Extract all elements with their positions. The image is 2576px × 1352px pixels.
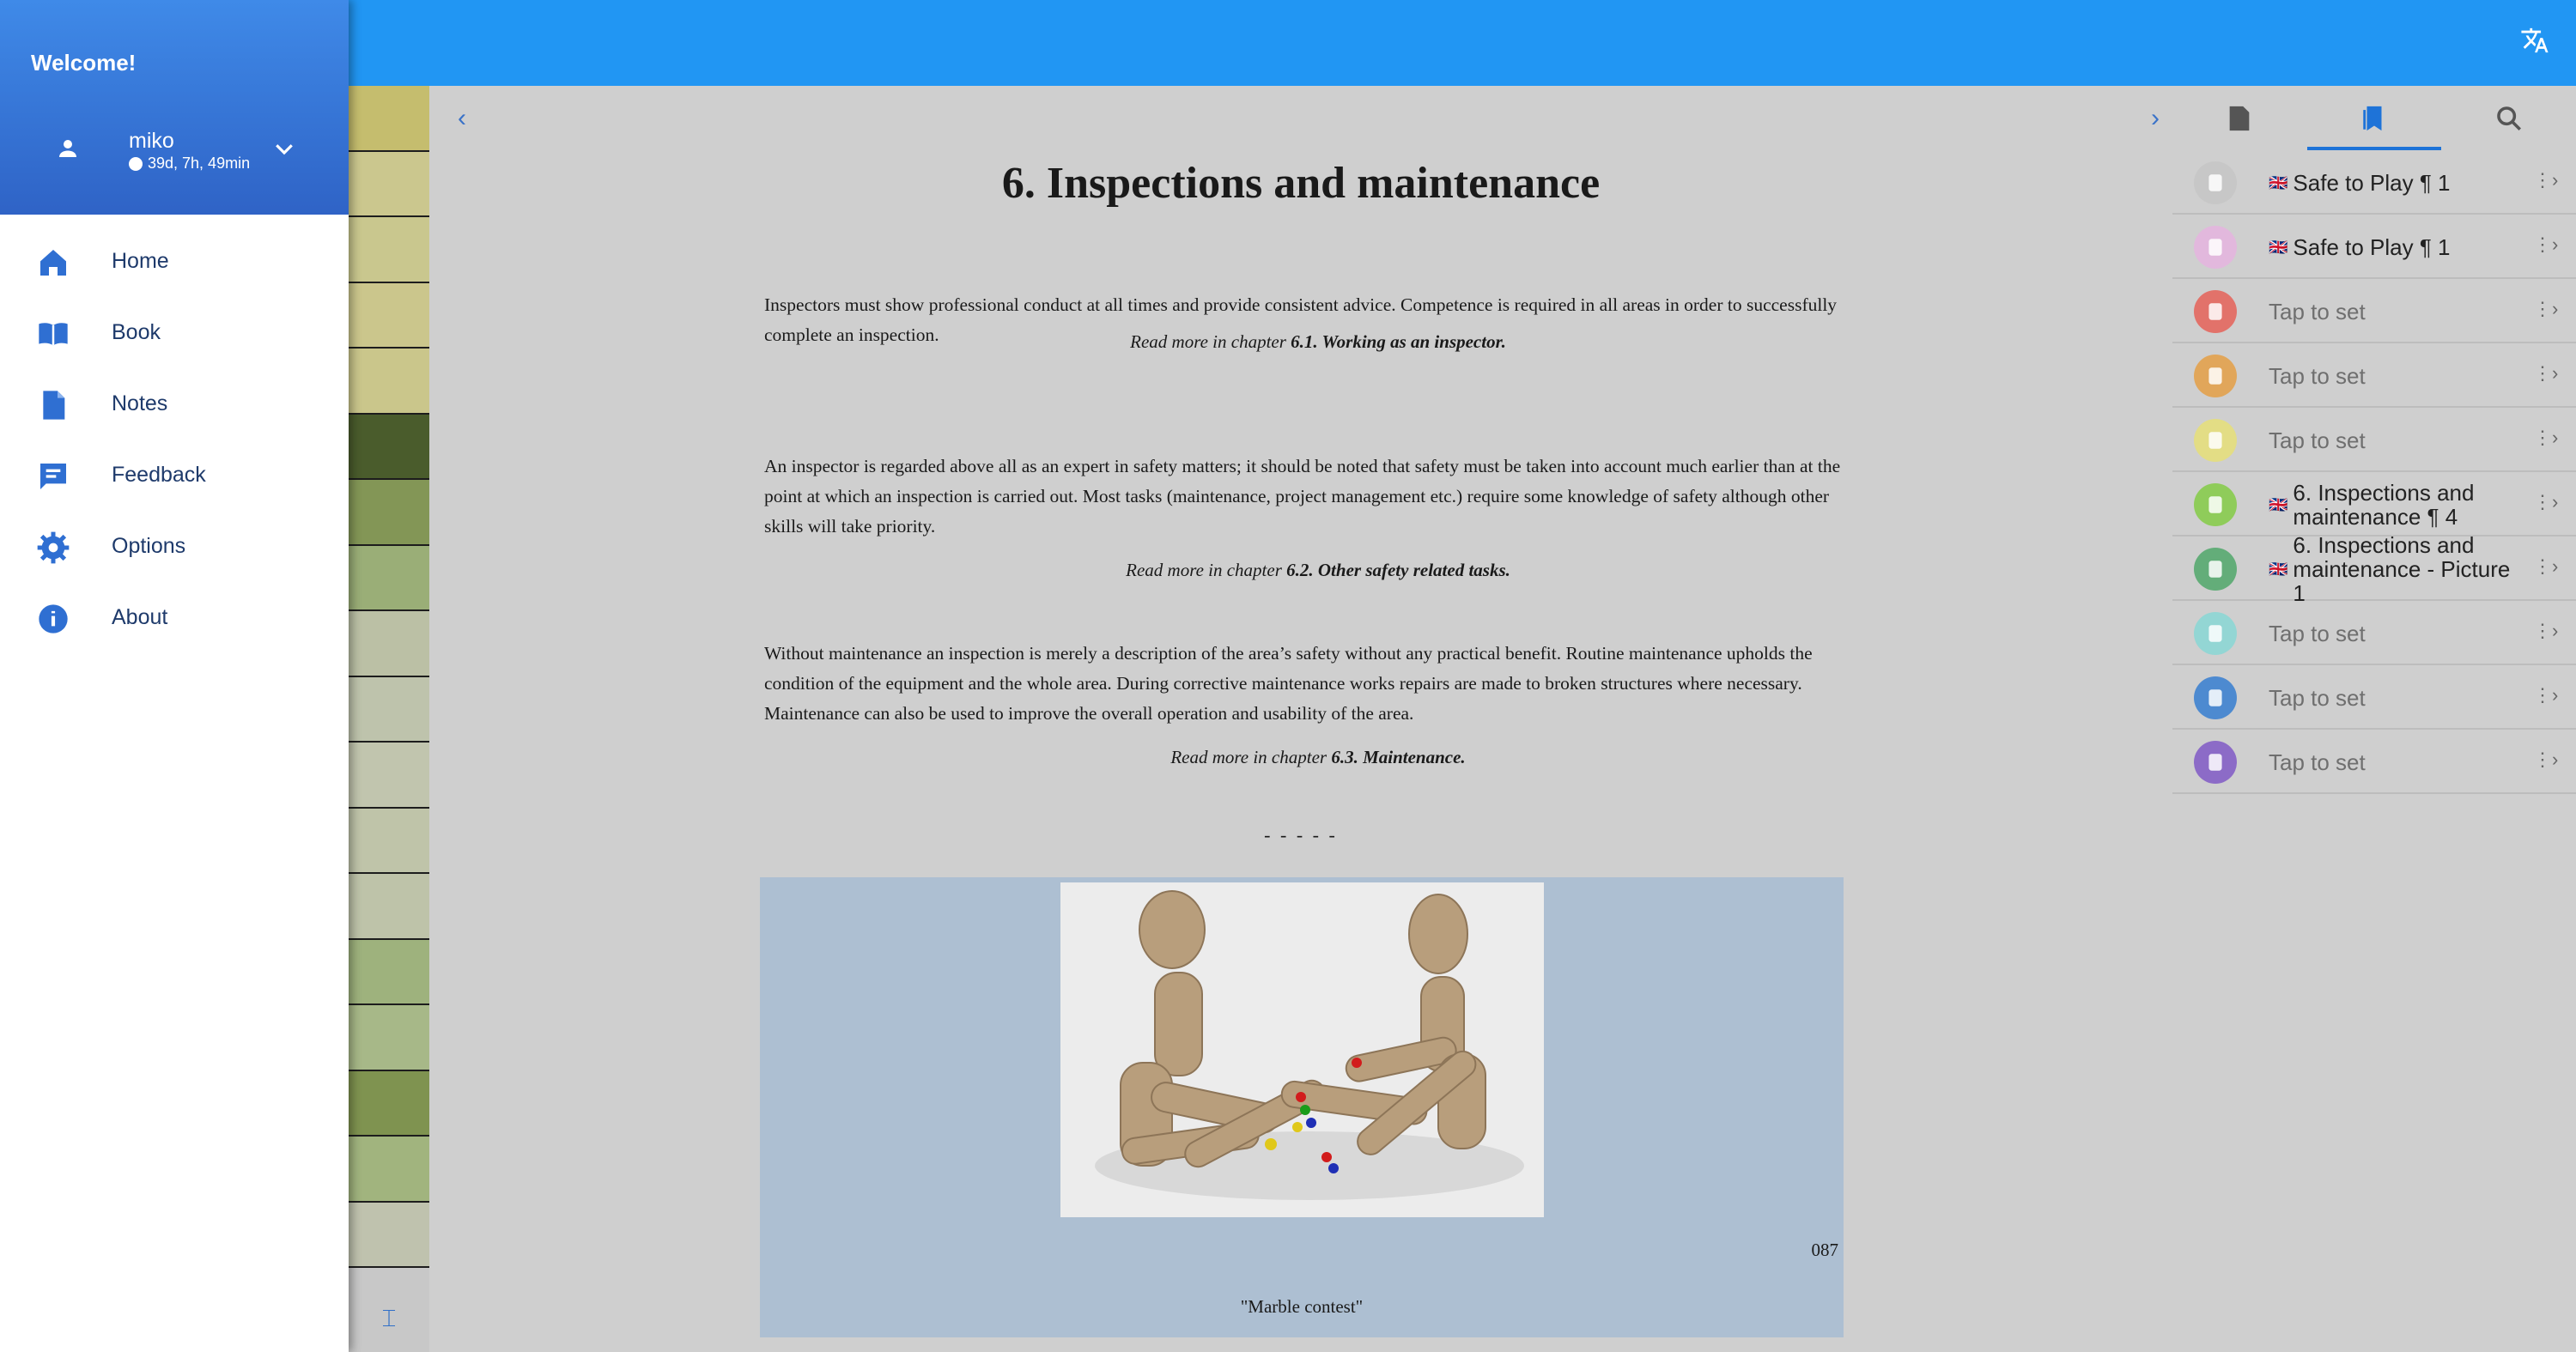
- navigation-drawer: [0, 0, 349, 1352]
- chapter-strip-segment[interactable]: [349, 217, 429, 283]
- figure[interactable]: [760, 877, 1844, 1337]
- tab-bookmarks[interactable]: [2307, 86, 2441, 150]
- bookmark-options-icon[interactable]: ⋮›: [2533, 427, 2559, 448]
- chapter-strip-segment[interactable]: [349, 743, 429, 809]
- chapter-strip-segment[interactable]: [349, 809, 429, 875]
- uk-flag-icon: 🇬🇧: [2269, 173, 2288, 191]
- gear-icon: [36, 530, 70, 565]
- bookmark-options-icon[interactable]: ⋮›: [2533, 749, 2559, 770]
- info-icon: [36, 602, 70, 636]
- bookmark-color-icon: [2194, 483, 2237, 526]
- bookmark-label: 🇬🇧 Safe to Play ¶ 1: [2269, 233, 2451, 260]
- chapter-strip-segment[interactable]: [349, 940, 429, 1006]
- uk-flag-icon: 🇬🇧: [2269, 495, 2288, 513]
- chapter-strip-segment[interactable]: [349, 283, 429, 349]
- menu-item-label: Book: [112, 320, 161, 344]
- menu-item-about[interactable]: [0, 581, 349, 650]
- chapter-strip-segment[interactable]: [349, 152, 429, 218]
- uk-flag-icon: 🇬🇧: [2269, 560, 2288, 578]
- chapter-strip-segment[interactable]: [349, 1005, 429, 1071]
- translate-icon[interactable]: [2518, 26, 2552, 60]
- bookmark-row[interactable]: [2172, 408, 2576, 472]
- bookmark-row[interactable]: [2172, 343, 2576, 408]
- figure-image[interactable]: [1060, 882, 1544, 1217]
- bookmark-color-icon: [2194, 612, 2237, 655]
- bookmark-row[interactable]: [2172, 150, 2576, 215]
- user-name: miko: [129, 129, 174, 153]
- chapter-strip-segment[interactable]: [349, 349, 429, 415]
- tab-documents[interactable]: [2172, 86, 2306, 150]
- uk-flag-icon: 🇬🇧: [2269, 238, 2288, 256]
- welcome-text: Welcome!: [31, 50, 137, 76]
- chapter-strip-segment[interactable]: [349, 415, 429, 481]
- chapter-strip-segment[interactable]: [349, 86, 429, 152]
- paragraph[interactable]: Inspectors must show professional conduct at all times and provide consistent advice. Competence is required in all areas in order to successfully complete an inspection.: [764, 294, 1838, 345]
- chapter-strip-segment[interactable]: [349, 1268, 429, 1286]
- reader-content: [429, 149, 2172, 1352]
- feedback-icon: [36, 459, 70, 494]
- notes-icon: [36, 388, 70, 422]
- chapter-strip-segment[interactable]: [349, 874, 429, 940]
- drawer-header: [0, 0, 349, 215]
- chapter-strip-segment[interactable]: [349, 677, 429, 743]
- bookmark-color-icon: [2194, 226, 2237, 269]
- chapter-strip-segment[interactable]: [349, 546, 429, 612]
- bookmark-options-icon[interactable]: ⋮›: [2533, 620, 2559, 641]
- bookmark-label: 🇬🇧 Safe to Play ¶ 1: [2269, 169, 2451, 196]
- menu-item-label: Options: [112, 534, 186, 558]
- reader-toolbar: [429, 86, 2172, 149]
- read-more-link[interactable]: Read more in chapter 6.1. Working as an inspector.: [1130, 331, 1506, 352]
- bookmark-options-icon[interactable]: ⋮›: [2533, 555, 2559, 577]
- document-icon: [2225, 104, 2254, 133]
- panel-tabs: [2172, 86, 2576, 150]
- next-page-button[interactable]: ›: [2151, 104, 2160, 132]
- bookmark-color-icon: [2194, 355, 2237, 397]
- menu-item-options[interactable]: [0, 510, 349, 579]
- bookmark-icon: [2360, 104, 2389, 133]
- chapter-strip-segment[interactable]: [349, 1137, 429, 1203]
- person-icon: [55, 136, 81, 161]
- menu-item-notes[interactable]: [0, 367, 349, 436]
- bookmark-label: Tap to set: [2269, 620, 2366, 646]
- bookmark-label: 🇬🇧 6. Inspections and maintenance - Picture 1: [2269, 531, 2511, 606]
- expand-strip-icon[interactable]: ⌶: [349, 1286, 429, 1352]
- bookmark-color-icon: [2194, 419, 2237, 462]
- bookmark-label: Tap to set: [2269, 749, 2366, 775]
- menu-item-book[interactable]: [0, 296, 349, 365]
- clock-icon: [129, 157, 143, 171]
- user-session-time: 39d, 7h, 49min: [129, 155, 250, 173]
- bookmark-label: Tap to set: [2269, 684, 2366, 711]
- bookmark-row[interactable]: [2172, 472, 2576, 537]
- figure-number: 087: [1811, 1240, 1838, 1260]
- bookmark-row[interactable]: [2172, 531, 2576, 606]
- menu-item-home[interactable]: [0, 225, 349, 294]
- paragraph[interactable]: An inspector is regarded above all as an expert in safety matters; it should be noted that safety must be taken into account much earlier than at the point at which an inspection is carried out. Most tasks (maintenance, project management etc.) require some knowledge of safety although other skills will take priority.: [764, 456, 1841, 537]
- bookmark-color-icon: [2194, 676, 2237, 719]
- bookmark-row[interactable]: [2172, 730, 2576, 794]
- bookmark-label: Tap to set: [2269, 427, 2366, 453]
- bookmark-row[interactable]: [2172, 665, 2576, 730]
- bookmark-color-icon: [2194, 290, 2237, 333]
- chapter-strip-segment[interactable]: [349, 480, 429, 546]
- bookmark-color-icon: [2194, 741, 2237, 784]
- paragraph[interactable]: Without maintenance an inspection is merely a description of the area’s safety without any practical benefit. Routine maintenance upholds the condition of the equipment and the whole area. During corrective maintenance works repairs are made to broken structures where necessary. Maintenance can also be used to improve the overall operation and usability of the area.: [764, 643, 1813, 724]
- read-more-link[interactable]: Read more in chapter 6.3. Maintenance.: [1170, 747, 1466, 767]
- section-divider: - - - - -: [1264, 824, 1338, 846]
- chapter-strip-segment[interactable]: [349, 1203, 429, 1269]
- search-icon: [2494, 104, 2524, 133]
- figure-caption: "Marble contest": [1240, 1296, 1364, 1317]
- menu-item-label: Feedback: [112, 463, 206, 487]
- tab-search[interactable]: [2442, 86, 2576, 150]
- bookmark-options-icon[interactable]: ⋮›: [2533, 169, 2559, 191]
- app-bar: [0, 0, 2576, 86]
- bookmark-options-icon[interactable]: ⋮›: [2533, 233, 2559, 255]
- bookmark-options-icon[interactable]: ⋮›: [2533, 298, 2559, 319]
- bookmarks-panel: [2172, 86, 2576, 1352]
- bookmark-row[interactable]: [2172, 279, 2576, 343]
- user-account-selector[interactable]: [0, 118, 349, 187]
- menu-item-label: About: [112, 605, 168, 629]
- read-more-link[interactable]: Read more in chapter 6.2. Other safety related tasks.: [1126, 560, 1510, 580]
- menu-item-label: Home: [112, 249, 169, 273]
- menu-item-label: Notes: [112, 391, 168, 415]
- previous-page-button[interactable]: ‹: [458, 104, 466, 132]
- bookmark-row[interactable]: [2172, 215, 2576, 279]
- home-icon: [36, 246, 70, 280]
- chevron-down-icon[interactable]: [271, 136, 297, 161]
- chapter-title: 6. Inspections and maintenance: [1001, 159, 1601, 208]
- bookmark-color-icon: [2194, 161, 2237, 204]
- bookmark-options-icon[interactable]: ⋮›: [2533, 362, 2559, 384]
- bookmark-label: Tap to set: [2269, 362, 2366, 389]
- bookmark-options-icon[interactable]: ⋮›: [2533, 491, 2559, 512]
- bookmark-label: 🇬🇧 6. Inspections and maintenance ¶ 4: [2269, 479, 2475, 530]
- book-icon: [36, 317, 70, 351]
- bookmark-label: Tap to set: [2269, 298, 2366, 324]
- chapter-strip-segment[interactable]: [349, 611, 429, 677]
- chapter-color-strip[interactable]: [349, 86, 429, 1286]
- bookmark-row[interactable]: [2172, 601, 2576, 665]
- menu-item-feedback[interactable]: [0, 439, 349, 507]
- bookmark-options-icon[interactable]: ⋮›: [2533, 684, 2559, 706]
- bookmark-color-icon: [2194, 548, 2237, 591]
- chapter-strip-segment[interactable]: [349, 1071, 429, 1137]
